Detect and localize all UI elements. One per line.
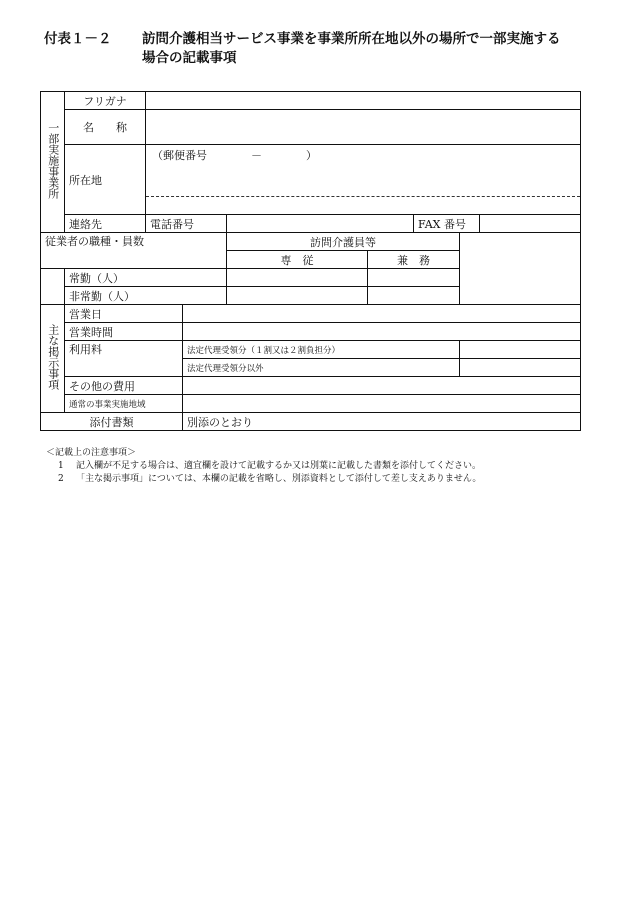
fee-other-field[interactable] (460, 359, 581, 377)
fee-statutory-field[interactable] (460, 341, 581, 359)
fax-label: FAX 番号 (414, 215, 480, 233)
form-table (40, 91, 581, 431)
other-costs-field[interactable] (183, 377, 581, 395)
fulltime-label: 常勤（人） (65, 269, 227, 287)
staff-indent (41, 287, 65, 305)
service-area-label: 通常の事業実施地域 (65, 395, 183, 413)
concurrent-header: 兼 務 (368, 251, 460, 269)
name-field[interactable] (146, 110, 581, 145)
attachments-value: 別添のとおり (183, 413, 581, 431)
parttime-dedicated-field[interactable] (227, 287, 368, 305)
furigana-field[interactable] (146, 92, 581, 110)
fees-label: 利用料 (65, 341, 183, 377)
phone-label: 電話番号 (146, 215, 227, 233)
title-line-1: 訪問介護相当サービス事業を事業所所在地以外の場所で一部実施する (142, 31, 561, 47)
address-field[interactable] (146, 145, 581, 215)
fax-field[interactable] (480, 215, 581, 233)
business-hours-field[interactable] (183, 323, 581, 341)
section-label-partial-office: 一部実施事業所 (41, 92, 65, 233)
section-label-main-notices: 主な掲示事項 (41, 305, 65, 413)
name-label: 名 称 (65, 110, 146, 145)
fee-statutory-label: 法定代理受領分（１割又は２割負担分） (183, 341, 460, 359)
parttime-label: 非常勤（人） (65, 287, 227, 305)
postal-code-label: （郵便番号 － ） (152, 149, 318, 162)
dedicated-header: 専 従 (227, 251, 368, 269)
home-helper-header: 訪問介護員等 (227, 233, 460, 251)
staff-label: 従業者の職種・員数 (41, 233, 227, 269)
fulltime-concurrent-field[interactable] (368, 269, 460, 287)
furigana-label: フリガナ (65, 92, 146, 110)
fee-other-label: 法定代理受領分以外 (183, 359, 460, 377)
form-title (44, 30, 561, 68)
phone-field[interactable] (227, 215, 414, 233)
business-hours-label: 営業時間 (65, 323, 183, 341)
form-number: 付表１－２ (44, 31, 112, 47)
title-line-2: 場合の記載事項 (142, 50, 237, 66)
attachments-label: 添付書類 (41, 413, 183, 431)
business-days-label: 営業日 (65, 305, 183, 323)
staff-blank (460, 233, 581, 305)
notes-heading: ＜記載上の注意事項＞ (46, 448, 137, 458)
contact-label: 連絡先 (65, 215, 146, 233)
service-area-field[interactable] (183, 395, 581, 413)
other-costs-label: その他の費用 (65, 377, 183, 395)
staff-indent (41, 269, 65, 287)
business-days-field[interactable] (183, 305, 581, 323)
notes (46, 447, 481, 486)
parttime-concurrent-field[interactable] (368, 287, 460, 305)
fulltime-dedicated-field[interactable] (227, 269, 368, 287)
address-label: 所在地 (65, 145, 146, 215)
note-item: 2 「主な掲示事項」については、本欄の記載を省略し、別添資料として添付して差し支えありません。 (58, 474, 482, 484)
note-item: 1 記入欄が不足する場合は、適宜欄を設けて記載するか又は別葉に記載した書類を添付してください。 (58, 461, 482, 471)
